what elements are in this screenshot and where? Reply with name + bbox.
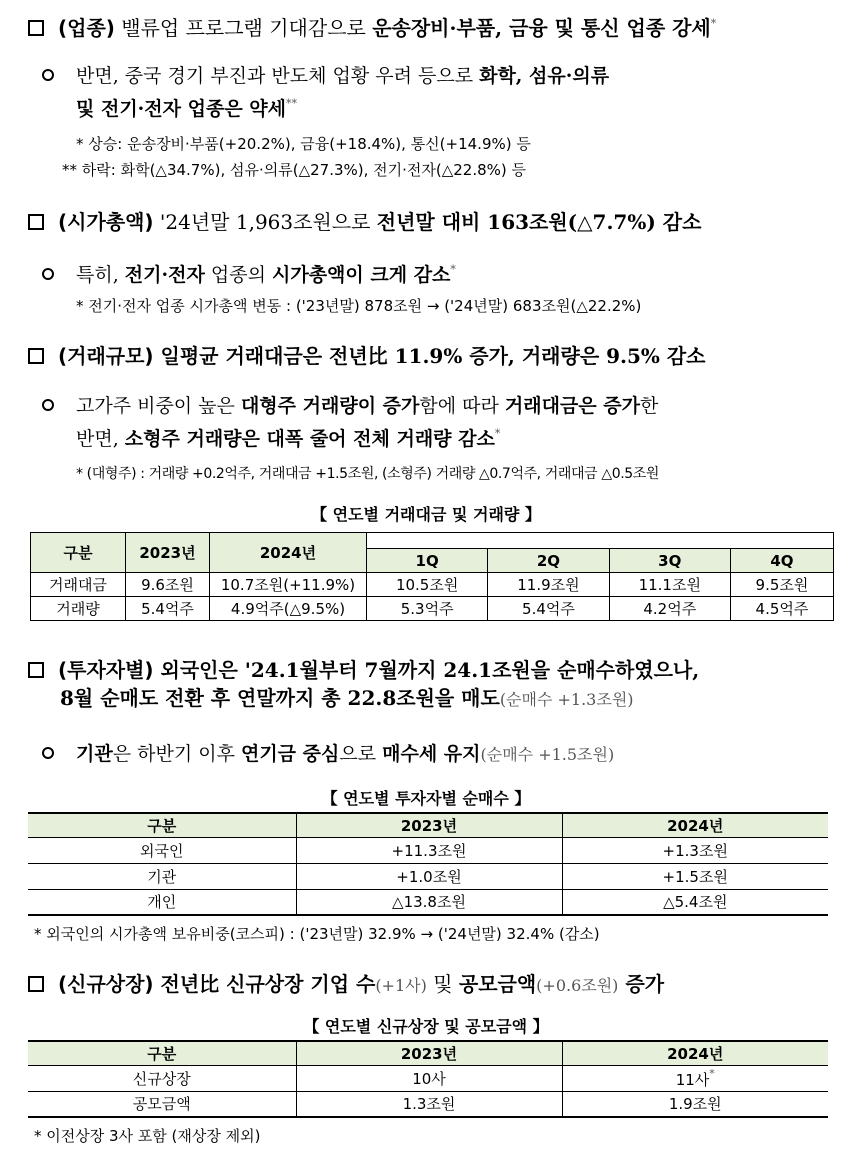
square-bullet-icon [28, 214, 44, 230]
table3-caption: 【 연도별 신규상장 및 공모금액 】 [303, 1017, 549, 1036]
table-header: 2023년 [126, 533, 210, 573]
section-investor-bullet: 기관은 하반기 이후 연기금 중심으로 매수세 유지(순매수 +1.5조원) [42, 740, 614, 769]
table-row: 기관 +1.0조원 +1.5조원 [28, 863, 828, 889]
section-industry-note-up: * 상승: 운송장비·부품(+20.2%), 금융(+18.4%), 통신(+14.9%) 등 [76, 135, 531, 153]
section-volume-note: * (대형주) : 거래량 +0.2억주, 거래대금 +1.5조원, (소형주) 거래량 △0.7억주, 거래대금 △0.5조원 [76, 466, 660, 482]
circle-bullet-icon [42, 69, 54, 81]
section-investor-heading: (투자자별) 외국인은 '24.1월부터 7월까지 24.1조원을 순매수하였으나, 8월 순매도 전환 후 연말까지 총 22.8조원을 매도(순매수 +1.3조원) [28, 656, 848, 714]
table-header: 2023년 [296, 813, 562, 837]
table-header: 2024년 [562, 1041, 828, 1065]
trading-table [30, 532, 834, 621]
table-header: 2Q [488, 549, 609, 573]
square-bullet-icon [28, 20, 44, 36]
section-volume-bullet: 고가주 비중이 높은 대형주 거래량이 증가함에 따라 거래대금은 증가한 반면, 소형주 거래량은 대폭 줄어 전체 거래량 감소* [42, 392, 842, 453]
section-marketcap-bullet: 특히, 전기·전자 업종의 시가총액이 크게 감소* [42, 256, 456, 289]
table-header: 4Q [730, 549, 833, 573]
table2-caption: 【 연도별 투자자별 순매수 】 [321, 789, 531, 808]
table1-caption: 【 연도별 거래대금 및 거래량 】 [311, 505, 541, 524]
section-marketcap-note: * 전기·전자 업종 시가총액 변동 : ('23년말) 878조원 → ('24년말) 683조원(△22.2%) [76, 297, 642, 315]
table-header: 구분 [28, 813, 296, 837]
circle-bullet-icon [42, 268, 54, 280]
table-row: 개인 △13.8조원 △5.4조원 [28, 889, 828, 915]
table-header: 2023년 [296, 1041, 562, 1065]
table-row: 외국인 +11.3조원 +1.3조원 [28, 837, 828, 863]
table-header: 구분 [28, 1041, 296, 1065]
section-industry-heading: (업종) 밸류업 프로그램 기대감으로 운송장비·부품, 금융 및 통신 업종 강세* [28, 10, 716, 42]
table-row: 공모금액 1.3조원 1.9조원 [28, 1091, 828, 1117]
section-marketcap-heading: (시가총액) '24년말 1,963조원으로 전년말 대비 163조원(△7.7%) 감소 [28, 208, 701, 236]
section-ipo-heading: (신규상장) 전년比 신규상장 기업 수(+1사) 및 공모금액(+0.6조원) 증가 [28, 970, 664, 1000]
table-row: 거래대금 9.6조원 10.7조원(+11.9%) 10.5조원 11.9조원 11.1조원 9.5조원 [31, 573, 834, 597]
table-row: 거래량 5.4억주 4.9억주(△9.5%) 5.3억주 5.4억주 4.2억주 4.5억주 [31, 597, 834, 621]
investor-table [28, 812, 828, 916]
table-row: 신규상장 10사 11사* [28, 1065, 828, 1091]
square-bullet-icon [28, 976, 44, 992]
table-header: 3Q [609, 549, 730, 573]
table-header: 2024년 [562, 813, 828, 837]
square-bullet-icon [28, 662, 44, 678]
circle-bullet-icon [42, 747, 54, 759]
table-header: 구분 [31, 533, 126, 573]
section-industry-note-down: ** 하락: 화학(△34.7%), 섬유·의류(△27.3%), 전기·전자(△22.8%) 등 [62, 161, 527, 179]
section-industry-bullet: 반면, 중국 경기 부진과 반도체 업황 우려 등으로 화학, 섬유·의류 및 전기·전자 업종은 약세** [42, 62, 842, 123]
section-tag: (업종) [58, 16, 115, 40]
square-bullet-icon [28, 348, 44, 364]
circle-bullet-icon [42, 399, 54, 411]
table2-note: * 외국인의 시가총액 보유비중(코스피) : ('23년말) 32.9% → ('24년말) 32.4% (감소) [34, 925, 600, 943]
table-header: 2024년 [210, 533, 367, 573]
section-volume-heading: (거래규모) 일평균 거래대금은 전년比 11.9% 증가, 거래량은 9.5% 감소 [28, 342, 706, 370]
ipo-table [28, 1040, 828, 1118]
table-header: 1Q [367, 549, 488, 573]
table3-note: * 이전상장 3사 포함 (재상장 제외) [34, 1127, 261, 1145]
